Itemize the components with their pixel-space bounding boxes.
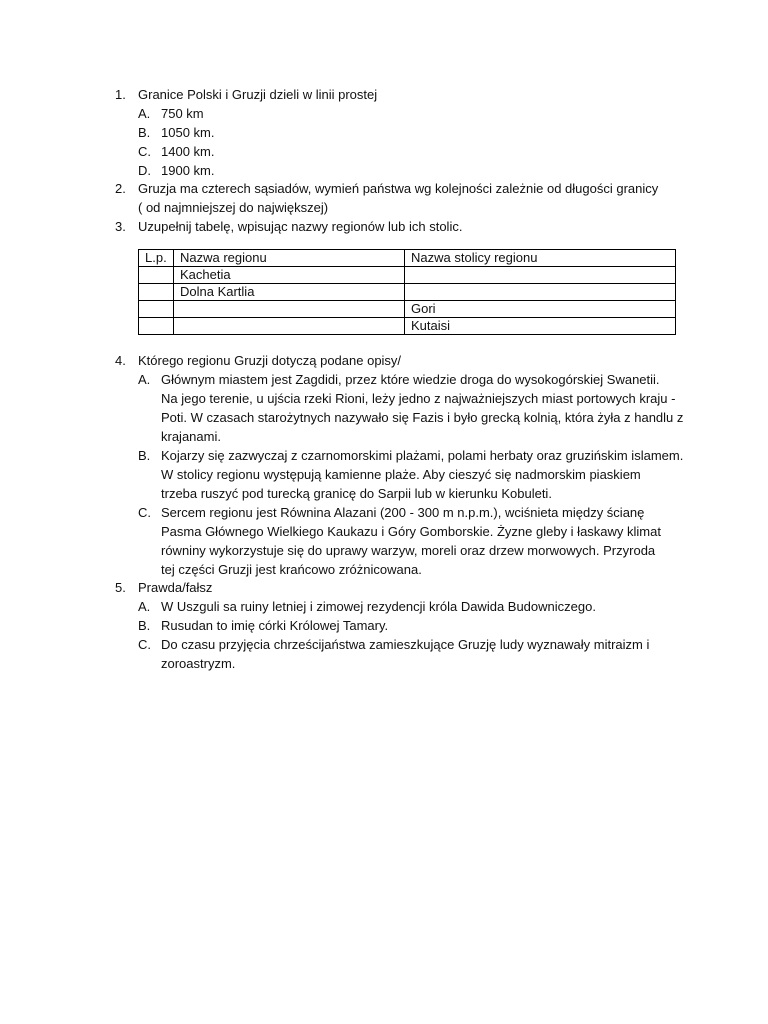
q5-option-letter: C. (138, 637, 151, 652)
q2-text-line1: Gruzja ma czterech sąsiadów, wymień państwa wg kolejności zależnie od długości granicy (138, 181, 659, 196)
q5-option-line: Do czasu przyjęcia chrześcijaństwa zamieszkujące Gruzję ludy wyznawały mitraizm i (161, 637, 650, 652)
q4-option-line: krajanami. (161, 429, 221, 444)
q4-option-line: Sercem regionu jest Równina Alazani (200 - 300 m n.p.m.), wciśnieta między ścianę (161, 505, 645, 520)
q3-text: Uzupełnij tabelę, wpisując nazwy regionów lub ich stolic. (138, 219, 463, 234)
table-header-cell: L.p. (139, 250, 174, 267)
q4-option-line: Pasma Głównego Wielkiego Kaukazu i Góry Gomborskie. Żyzne gleby i łaskawy klimat (161, 524, 661, 539)
table-cell[interactable] (174, 301, 405, 318)
q4-option-letter: C. (138, 505, 151, 520)
q5-option-line: zoroastryzm. (161, 656, 236, 671)
table-cell: Kutaisi (405, 318, 676, 335)
q1-option-text: 1400 km. (161, 144, 215, 159)
q3-number: 3. (115, 219, 126, 234)
table-cell[interactable] (139, 301, 174, 318)
q1-option-letter: A. (138, 106, 151, 121)
q1-number: 1. (115, 87, 126, 102)
q1-option-text: 750 km (161, 106, 204, 121)
table-cell[interactable] (139, 318, 174, 335)
q4-text: Którego regionu Gruzji dotyczą podane opisy/ (138, 353, 402, 368)
table-header-row (139, 250, 676, 267)
table-row (139, 284, 676, 301)
q1-option-letter: D. (138, 163, 151, 178)
table-row (139, 301, 676, 318)
table-cell[interactable] (174, 318, 405, 335)
q5-option-letter: A. (138, 599, 151, 614)
q4-option-line: tej części Gruzji jest krańcowo zróżnicowana. (161, 562, 422, 577)
table-cell: Gori (405, 301, 676, 318)
table-cell: Kachetia (174, 267, 405, 284)
q5-option-line: Rusudan to imię córki Królowej Tamary. (161, 618, 389, 633)
q5-option-letter: B. (138, 618, 151, 633)
q1-option-text: 1050 km. (161, 125, 215, 140)
q4-number: 4. (115, 353, 126, 368)
q4-option-line: Na jego terenie, u ujścia rzeki Rioni, leży jedno z najważniejszych miast portowych kraju - (161, 391, 676, 406)
q4-option-line: Głównym miastem jest Zagdidi, przez które wiedzie droga do wysokogórskiej Swanetii. (161, 372, 660, 387)
q2-number: 2. (115, 181, 126, 196)
table-cell[interactable] (405, 284, 676, 301)
q1-text: Granice Polski i Gruzji dzieli w linii prostej (138, 87, 378, 102)
table-row (139, 267, 676, 284)
table-header-cell: Nazwa regionu (174, 250, 405, 267)
q4-option-letter: B. (138, 448, 151, 463)
q5-option-line: W Uszguli sa ruiny letniej i zimowej rezydencji króla Dawida Budowniczego. (161, 599, 596, 614)
q5-text: Prawda/fałsz (138, 580, 213, 595)
q4-option-line: równiny wykorzystuje się do uprawy warzyw, moreli oraz drzew morwowych. Przyroda (161, 543, 656, 558)
q4-option-line: Kojarzy się zazwyczaj z czarnomorskimi plażami, polami herbaty oraz gruzińskim islamem. (161, 448, 684, 463)
q4-option-line: trzeba ruszyć pod turecką granicę do Sarpii lub w kierunku Kobuleti. (161, 486, 552, 501)
table-cell[interactable] (139, 284, 174, 301)
q4-option-line: Poti. W czasach starożytnych nazywało się Fazis i było grecką kolnią, która żyła z handlu z (161, 410, 684, 425)
table-header-cell: Nazwa stolicy regionu (405, 250, 676, 267)
regions-table (138, 249, 676, 335)
table-cell: Dolna Kartlia (174, 284, 405, 301)
q4-option-line: W stolicy regionu występują kamienne plaże. Aby cieszyć się nadmorskim piaskiem (161, 467, 641, 482)
q4-option-letter: A. (138, 372, 151, 387)
q1-option-letter: B. (138, 125, 151, 140)
table-cell[interactable] (139, 267, 174, 284)
q1-option-text: 1900 km. (161, 163, 215, 178)
q5-number: 5. (115, 580, 126, 595)
table-row (139, 318, 676, 335)
q1-option-letter: C. (138, 144, 151, 159)
table-cell[interactable] (405, 267, 676, 284)
q2-text-line2: ( od najmniejszej do największej) (138, 200, 329, 215)
